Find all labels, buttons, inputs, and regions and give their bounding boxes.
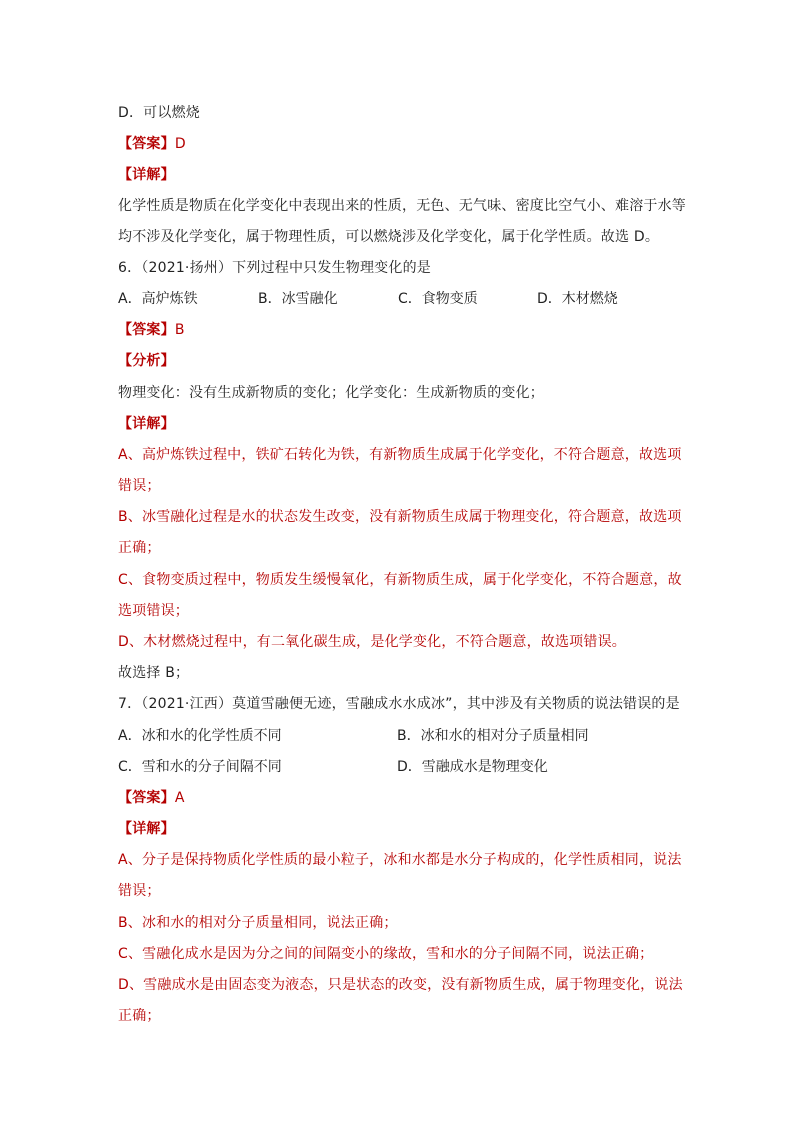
q7-detail-line: 错误； [118, 883, 161, 899]
q7-detail-line: A、分子是保持物质化学性质的最小粒子，冰和水都是水分子构成的，化学性质相同，说法 [118, 852, 682, 868]
q6-detail-line: D、木材燃烧过程中，有二氧化碳生成，是化学变化，不符合题意，故选项错误。 [118, 634, 626, 650]
q6-answer-label: 【答案】 [118, 322, 175, 338]
q6-detail-line: A、高炉炼铁过程中，铁矿石转化为铁，有新物质生成属于化学变化，不符合题意，故选项 [118, 447, 682, 463]
q6-option-b: B．冰雪融化 [258, 291, 338, 307]
q6-option-a: A．高炉炼铁 [118, 291, 198, 307]
q6-answer-value: B [174, 322, 185, 338]
q5-option-d: D．可以燃烧 [118, 105, 200, 121]
q5-answer [118, 135, 678, 153]
q7-option-c: C．雪和水的分子间隔不同 [118, 759, 282, 775]
q5-detail-line: 化学性质是物质在化学变化中表现出来的性质，无色、无气味、密度比空气小、难溶于水等 [118, 198, 686, 214]
q7-detail-line: C、雪融化成水是因为分之间的间隔变小的缘故，雪和水的分子间隔不同，说法正确； [118, 946, 654, 962]
q7-detail-line: B、冰和水的相对分子质量相同，说法正确； [118, 915, 398, 931]
q6-stem: 6．（2021·扬州）下列过程中只发生物理变化的是 [118, 260, 431, 276]
q6-detail-line: 正确； [118, 540, 161, 556]
q6-detail-line: C、食物变质过程中，物质发生缓慢氧化，有新物质生成，属于化学变化，不符合题意，故 [118, 572, 682, 588]
q5-answer-label: 【答案】 [118, 136, 175, 152]
q6-option-d: D．木材燃烧 [537, 291, 618, 307]
q6-detail-line: 选项错误； [118, 603, 189, 619]
q6-option-c: C．食物变质 [398, 291, 478, 307]
q7-answer [118, 789, 678, 807]
q6-answer [118, 321, 678, 339]
q5-detail-label: 【详解】 [118, 167, 175, 183]
q7-option-b: B．冰和水的相对分子质量相同 [397, 728, 589, 744]
q6-analysis-label: 【分析】 [118, 353, 175, 369]
q5-detail-line: 均不涉及化学变化，属于物理性质，可以燃烧涉及化学变化，属于化学性质。故选 D。 [118, 229, 660, 245]
q6-conclusion: 故选择 B； [118, 665, 190, 681]
q7-detail-line: D、雪融成水是由固态变为液态，只是状态的改变，没有新物质生成，属于物理变化，说法 [118, 977, 683, 993]
q5-answer-value: D [174, 136, 186, 152]
q7-detail-label: 【详解】 [118, 821, 175, 837]
q6-detail-line: 错误； [118, 478, 161, 494]
q7-option-d: D．雪融成水是物理变化 [397, 759, 548, 775]
q7-answer-label: 【答案】 [118, 790, 175, 806]
q7-detail-line: 正确； [118, 1008, 161, 1024]
q6-detail-label: 【详解】 [118, 416, 175, 432]
q7-answer-value: A [174, 790, 185, 806]
q6-analysis-text: 物理变化：没有生成新物质的变化；化学变化：生成新物质的变化； [118, 385, 544, 401]
q7-option-a: A．冰和水的化学性质不同 [118, 728, 282, 744]
q6-detail-line: B、冰雪融化过程是水的状态发生改变，没有新物质生成属于物理变化，符合题意，故选项 [118, 509, 682, 525]
q7-stem: 7．（2021·江西）莫道雪融便无迹，雪融成水水成冰”，其中涉及有关物质的说法错误的是 [118, 696, 680, 712]
